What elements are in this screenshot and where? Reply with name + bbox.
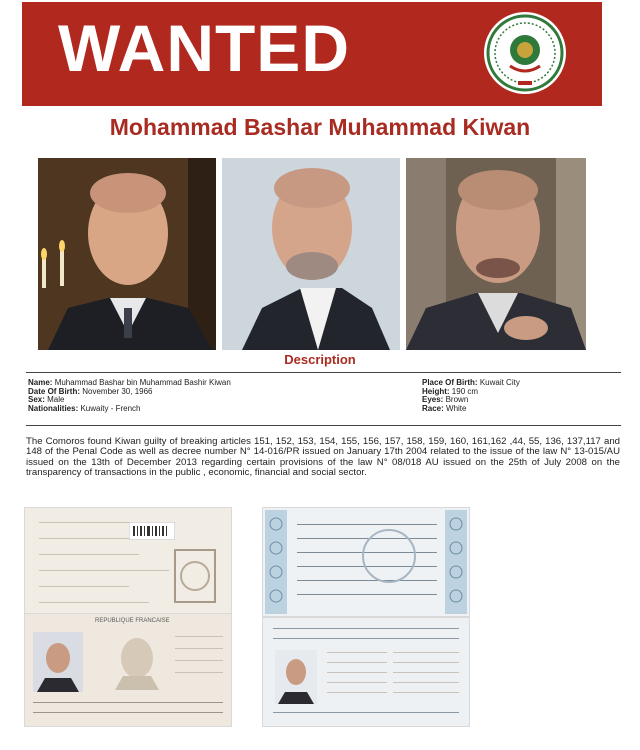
subject-name: Mohammad Bashar Muhammad Kiwan (109, 114, 531, 140)
divider-bottom (26, 425, 621, 426)
name-label: Name: (28, 378, 53, 387)
sex-value: Male (47, 395, 65, 404)
race-value: White (446, 403, 467, 413)
details-right (422, 379, 622, 413)
pattern-strip-icon (445, 510, 467, 614)
passport-photo-icon (33, 632, 83, 692)
name-value: Muhammad Bashar bin Muhammad Bashir Kiwan (54, 378, 231, 387)
banner-title: WANTED (58, 11, 350, 85)
pattern-strip-icon (265, 510, 287, 614)
height-value: 190 cm (451, 386, 479, 396)
pob-value: Kuwait City (479, 378, 520, 387)
nationalities-value: Kuwaity - French (80, 403, 141, 413)
id-photo-icon (275, 650, 317, 704)
id-card-front (262, 617, 470, 727)
stamp-icon (173, 548, 217, 604)
portrait-photo-2 (222, 158, 400, 350)
barcode-sticker-icon (129, 522, 175, 540)
eyes-value: Brown (445, 395, 469, 404)
eyes-label: Eyes: (422, 395, 444, 404)
dob-value: November 30, 1966 (82, 386, 153, 396)
portrait-photo-3 (406, 158, 586, 350)
emblem-seal-icon (480, 8, 570, 98)
wanted-banner (22, 2, 602, 106)
portrait-photo-1 (38, 158, 216, 350)
details-left (28, 379, 388, 413)
charges-paragraph: The Comoros found Kiwan guilty of breaking articles 151, 152, 153, 154, 155, 156, 157, 158, 159, 160, 161,162 ,44, 55, 136, 137,117 and 148 of the Penal Code as well as decree number N° 14-016/PR issued on January 17th 2004 related to the issue of the law N° 13-015/AU issued on the 13th of December 2013 regarding certain provisions of the law N° 08/018 AU issued on the 25th of July 2008 on the transparency of transactions in the public , economic, financial and social sector. (26, 436, 620, 478)
dob-label: Date Of Birth: (28, 386, 80, 396)
sex-label: Sex: (28, 395, 45, 404)
id-card-back (262, 507, 470, 617)
watermark-portrait-icon (107, 630, 167, 690)
seal-watermark-icon (359, 526, 419, 586)
height-label: Height: (422, 386, 450, 396)
passport-page-top (24, 507, 232, 615)
description-heading: Description (284, 352, 356, 367)
nationalities-label: Nationalities: (28, 403, 79, 413)
pob-label: Place Of Birth: (422, 378, 478, 387)
passport-header: REPUBLIQUE FRANCAISE (95, 618, 170, 624)
divider-top (26, 372, 621, 373)
race-label: Race: (422, 403, 444, 413)
passport-identity-page (24, 613, 232, 727)
